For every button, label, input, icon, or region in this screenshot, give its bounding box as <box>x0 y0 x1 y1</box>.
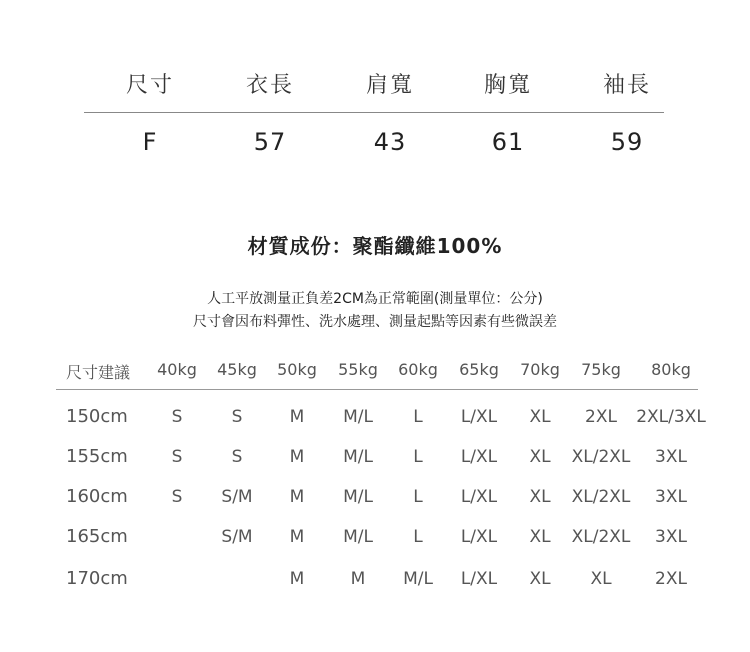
size-cell: M/L <box>403 569 433 589</box>
size-cell: M <box>289 487 305 507</box>
weight-header: 50kg <box>277 360 317 379</box>
size-cell: XL/2XL <box>571 527 631 547</box>
size-cell: 2XL <box>655 569 687 589</box>
measure-header-sleeve: 袖長 <box>602 73 652 98</box>
weight-header: 55kg <box>338 360 378 379</box>
height-label: 170cm <box>66 568 128 589</box>
size-cell: 3XL <box>655 447 687 467</box>
size-cell: L <box>413 447 423 467</box>
measure-header-size: 尺寸 <box>125 73 175 98</box>
size-cell: S <box>231 407 243 427</box>
size-cell: M/L <box>343 527 373 547</box>
size-cell: S <box>171 487 183 507</box>
tolerance-note: 尺寸會因布料彈性、洗水處理、測量起點等因素有些微誤差 <box>193 314 557 330</box>
size-cell: S <box>231 447 243 467</box>
size-cell: L/XL <box>460 407 498 427</box>
size-cell: XL <box>529 527 551 547</box>
measure-header-chest: 胸寬 <box>483 73 533 98</box>
size-cell: L/XL <box>460 569 498 589</box>
height-label: 160cm <box>66 486 128 507</box>
size-cell: XL <box>529 487 551 507</box>
height-label: 155cm <box>66 446 128 467</box>
size-cell: M/L <box>343 407 373 427</box>
weight-header: 65kg <box>459 360 499 379</box>
size-cell: L/XL <box>460 527 498 547</box>
weight-header: 45kg <box>217 360 257 379</box>
size-cell: L/XL <box>460 487 498 507</box>
material-composition: 材質成份：聚酯纖維100% <box>247 234 503 258</box>
size-cell: M <box>350 569 366 589</box>
size-cell: 3XL <box>655 527 687 547</box>
size-cell: 2XL <box>585 407 617 427</box>
measure-value-size: F <box>142 128 158 156</box>
weight-header: 60kg <box>398 360 438 379</box>
size-table-divider <box>56 389 698 390</box>
measure-value-length: 57 <box>253 128 287 156</box>
size-cell: S/M <box>221 527 253 547</box>
weight-header: 40kg <box>157 360 197 379</box>
size-cell: XL <box>529 407 551 427</box>
height-label: 165cm <box>66 526 128 547</box>
size-cell: S <box>171 447 183 467</box>
size-cell: L <box>413 407 423 427</box>
measure-header-length: 衣長 <box>245 73 295 98</box>
size-cell: XL/2XL <box>571 487 631 507</box>
size-cell: M <box>289 447 305 467</box>
size-cell: S/M <box>221 487 253 507</box>
size-cell: M <box>289 407 305 427</box>
size-cell: M <box>289 569 305 589</box>
size-cell: 3XL <box>655 487 687 507</box>
size-table-header-label: 尺寸建議 <box>66 363 131 382</box>
size-cell: XL <box>529 447 551 467</box>
weight-header: 80kg <box>651 360 691 379</box>
size-cell: M/L <box>343 487 373 507</box>
height-label: 150cm <box>66 406 128 427</box>
size-cell: S <box>171 407 183 427</box>
measure-header-shoulder: 肩寬 <box>365 73 415 98</box>
size-cell: XL <box>529 569 551 589</box>
size-cell: L <box>413 527 423 547</box>
size-cell: L <box>413 487 423 507</box>
measure-value-sleeve: 59 <box>610 128 644 156</box>
size-cell: L/XL <box>460 447 498 467</box>
measurement-note: 人工平放測量正負差2CM為正常範圍(測量單位：公分) <box>207 291 543 307</box>
size-cell: M <box>289 527 305 547</box>
weight-header: 70kg <box>520 360 560 379</box>
measure-value-shoulder: 43 <box>373 128 407 156</box>
size-cell: M/L <box>343 447 373 467</box>
size-cell: XL <box>590 569 612 589</box>
measure-divider <box>84 112 664 113</box>
weight-header: 75kg <box>581 360 621 379</box>
size-cell: XL/2XL <box>571 447 631 467</box>
measure-value-chest: 61 <box>491 128 525 156</box>
size-cell: 2XL/3XL <box>636 407 706 427</box>
